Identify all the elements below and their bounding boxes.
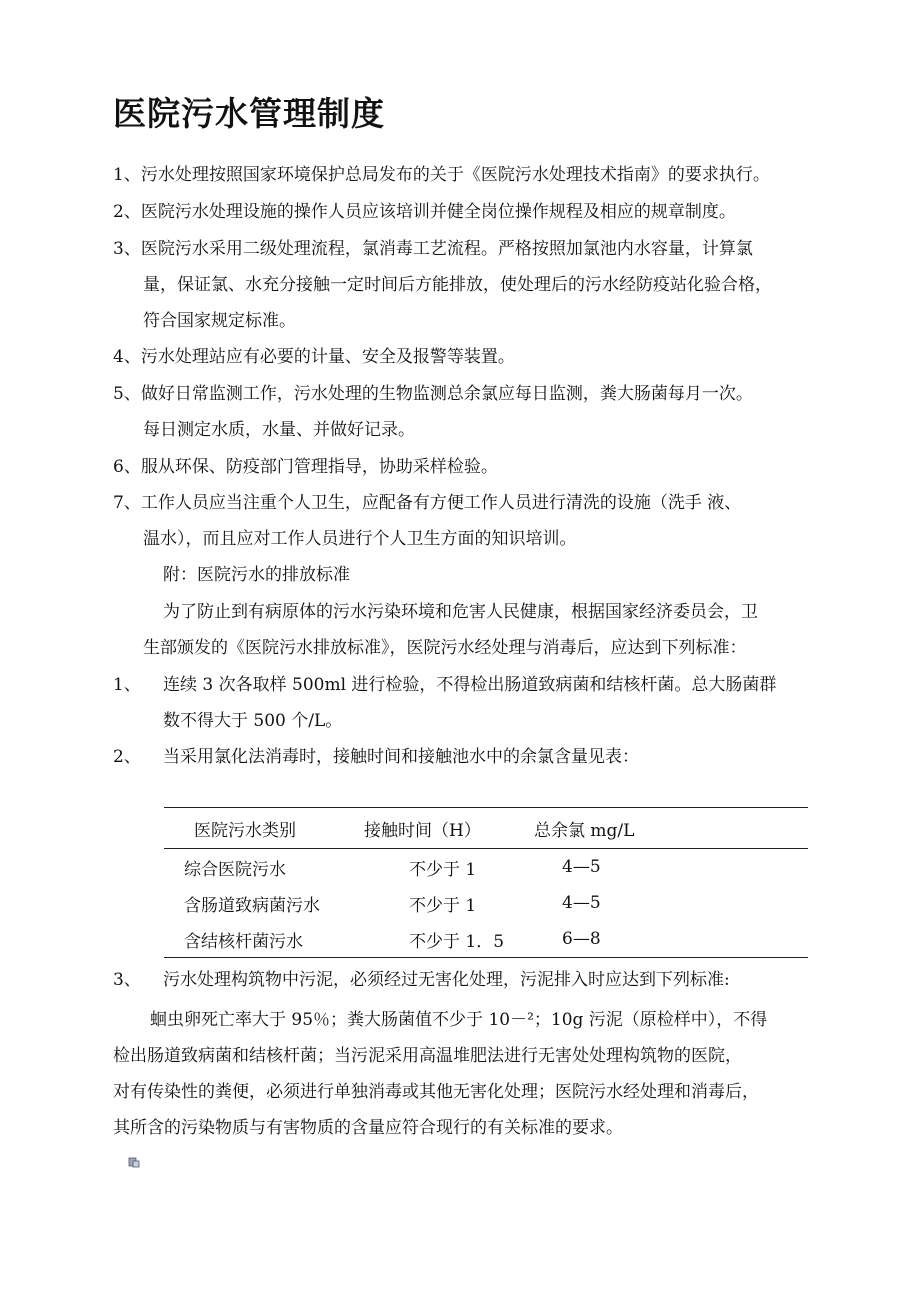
standard-3-number: 3、 xyxy=(113,970,141,990)
page-title: 医院污水管理制度 xyxy=(113,94,385,133)
closing-paragraph-cont: 其所含的污染物质与有害物质的含量应符合现行的有关标准的要求。 xyxy=(113,1118,623,1138)
table-row xyxy=(164,885,808,921)
item-6 xyxy=(113,455,498,479)
item-text: 工作人员应当注重个人卫生，应配备有方便工作人员进行清洗的设施（洗手 液、 xyxy=(140,493,742,513)
embedded-object-icon xyxy=(128,1156,140,1168)
table-cell: 含结核杆菌污水 xyxy=(184,931,303,952)
table-cell: 4—5 xyxy=(562,857,601,877)
standard-1-text: 连续 3 次各取样 500ml 进行检验，不得检出肠道致病菌和结核杆菌。总大肠菌群 xyxy=(163,675,777,695)
item-3 xyxy=(113,237,753,261)
table-row xyxy=(164,849,808,886)
standard-2-number: 2、 xyxy=(113,747,141,767)
item-5-cont: 每日测定水质，水量、并做好记录。 xyxy=(143,420,415,440)
item-5 xyxy=(113,382,753,406)
item-text: 服从环保、防疫部门管理指导，协助采样检验。 xyxy=(140,457,498,477)
item-2 xyxy=(113,200,736,224)
item-number: 6、 xyxy=(113,457,141,477)
item-number: 2、 xyxy=(113,202,141,222)
standard-3-text: 污水处理构筑物中污泥，必须经过无害化处理，污泥排入时应达到下列标准: xyxy=(163,970,730,990)
appendix-title: 附：医院污水的排放标准 xyxy=(163,565,350,585)
table-cell: 6—8 xyxy=(562,929,601,949)
item-number: 4、 xyxy=(113,347,141,367)
item-number: 7、 xyxy=(113,493,141,513)
item-7 xyxy=(113,491,741,515)
standard-2-text: 当采用氯化法消毒时，接触时间和接触池水中的余氯含量见表： xyxy=(163,747,639,767)
item-text: 做好日常监测工作，污水处理的生物监测总余氯应每日监测，粪大肠菌每月一次。 xyxy=(140,384,753,404)
item-number: 3、 xyxy=(113,239,141,259)
item-1 xyxy=(113,163,770,187)
column-header: 医院污水类别 xyxy=(194,820,296,841)
standard-1-cont: 数不得大于 500 个/L。 xyxy=(163,711,343,731)
item-3-cont: 符合国家规定标准。 xyxy=(143,311,296,331)
item-7-cont: 温水），而且应对工作人员进行个人卫生方面的知识培训。 xyxy=(143,529,577,549)
appendix-intro-cont: 生部颁发的《医院污水排放标准》，医院污水经处理与消毒后，应达到下列标准： xyxy=(143,638,747,658)
closing-paragraph-cont: 检出肠道致病菌和结核杆菌；当污泥采用高温堆肥法进行无害处处理构筑物的医院， xyxy=(113,1046,742,1066)
table-cell: 综合医院污水 xyxy=(184,859,286,880)
table-cell: 不少于 1 xyxy=(409,895,477,916)
table-cell: 4—5 xyxy=(562,893,601,913)
table-cell: 不少于 1 xyxy=(409,859,477,880)
item-number: 1、 xyxy=(113,165,141,185)
table-cell: 含肠道致病菌污水 xyxy=(184,895,320,916)
chlorine-standards-table xyxy=(164,807,808,958)
standard-1-number: 1、 xyxy=(113,675,141,695)
closing-paragraph-cont: 对有传染性的粪便，必须进行单独消毒或其他无害化处理；医院污水经处理和消毒后， xyxy=(113,1082,759,1102)
table-row xyxy=(164,921,808,958)
table-cell: 不少于 1．5 xyxy=(409,931,505,952)
column-header: 总余氯 mg/L xyxy=(534,820,635,841)
item-text: 污水处理按照国家环境保护总局发布的关于《医院污水处理技术指南》的要求执行。 xyxy=(140,165,770,185)
closing-paragraph: 蛔虫卵死亡率大于 95％；粪大肠菌值不少于 10－²；10g 污泥（原检样中），不得 xyxy=(150,1010,768,1030)
item-text: 医院污水采用二级处理流程，氯消毒工艺流程。严格按照加氯池内水容量，计算氯 xyxy=(140,239,753,259)
column-header: 接触时间（H） xyxy=(364,820,481,841)
item-number: 5、 xyxy=(113,384,141,404)
item-text: 污水处理站应有必要的计量、安全及报警等装置。 xyxy=(140,347,515,367)
appendix-intro: 为了防止到有病原体的污水污染环境和危害人民健康，根据国家经济委员会，卫 xyxy=(163,602,758,622)
item-4 xyxy=(113,345,515,369)
table-header-row xyxy=(164,808,808,849)
item-text: 医院污水处理设施的操作人员应该培训并健全岗位操作规程及相应的规章制度。 xyxy=(140,202,736,222)
item-3-cont: 量，保证氯、水充分接触一定时间后方能排放，使处理后的污水经防疫站化验合格， xyxy=(143,275,772,295)
